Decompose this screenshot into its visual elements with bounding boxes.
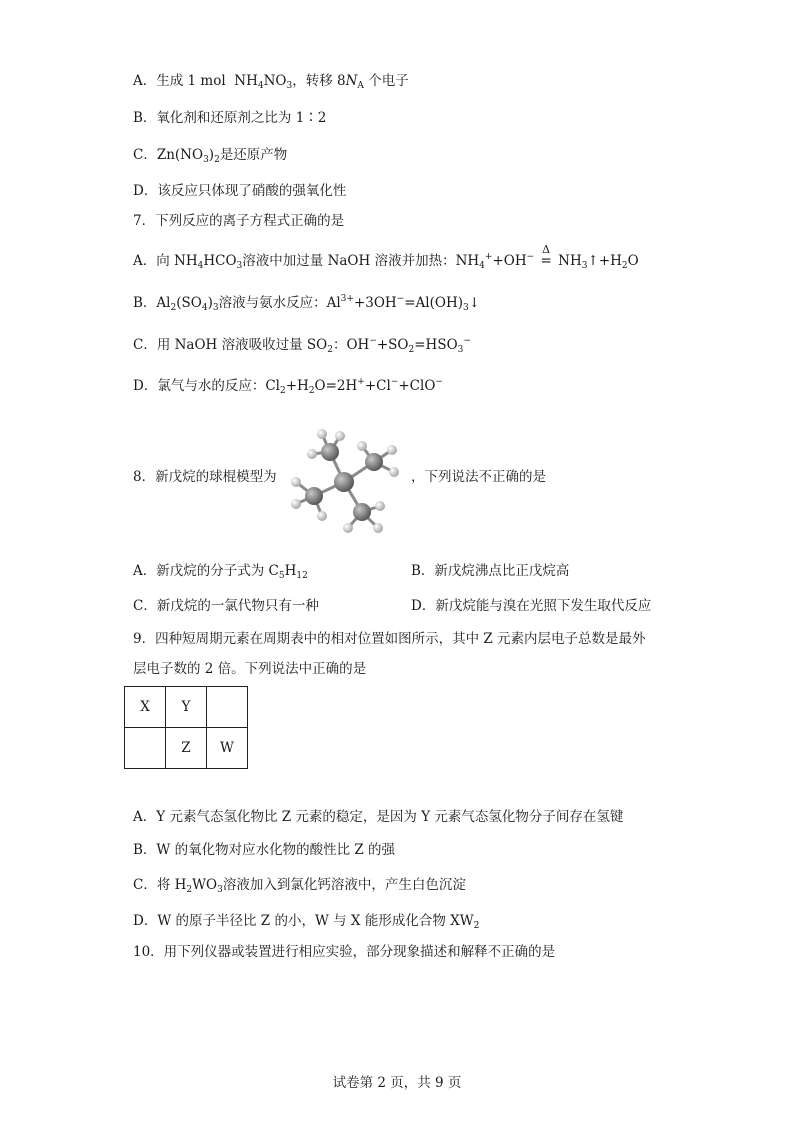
- q6-option-a: A．生成 1 mol $NH_4NO_3$，转移 $8N_A$ 个电子: [133, 73, 409, 91]
- page-footer: 试卷第 2 页，共 9 页: [332, 1075, 462, 1091]
- q9-stem-line1: 9．四种短周期元素在周期表中的相对位置如图所示，其中 Z 元素内层电子总数是最外: [133, 631, 646, 647]
- q6-option-d: D．该反应只体现了硝酸的强氧化性: [133, 183, 347, 199]
- table-row: [125, 687, 248, 728]
- table-cell: X: [125, 687, 166, 728]
- q7-option-b: B．$Al_2(SO_4)_3$溶液与氨水反应：$Al^{3+}+3OH^-=Al(OH)_3↓$: [133, 294, 481, 313]
- q8-stem-post: ，下列说法不正确的是: [411, 469, 546, 485]
- q8-option-a: A．新戊烷的分子式为 $C_5H_{12}$: [133, 563, 308, 581]
- q7-option-d: D．氯气与水的反应：$Cl_2+H_2O=2H^++Cl^-+ClO^-$: [133, 377, 443, 396]
- q9-stem-line2: 层电子数的 2 倍。下列说法中正确的是: [133, 661, 367, 677]
- q9-option-d: D．W 的原子半径比 Z 的小，W 与 X 能形成化合物 $XW_2$: [133, 913, 480, 931]
- q10-stem: 10．用下列仪器或装置进行相应实验，部分现象描述和解释不正确的是: [133, 944, 556, 960]
- table-cell: [125, 728, 166, 769]
- q7-stem: 7．下列反应的离子方程式正确的是: [133, 213, 345, 229]
- q8-option-c: C．新戊烷的一氯代物只有一种: [133, 598, 319, 614]
- q9-option-a: A．Y 元素气态氢化物比 Z 元素的稳定，是因为 Y 元素气态氢化物分子间存在氢键: [133, 809, 624, 825]
- heat-condition: Δ =: [540, 243, 552, 269]
- q8-stem-pre: 8．新戊烷的球棍模型为: [133, 469, 277, 485]
- q8-option-b: B．新戊烷沸点比正戊烷高: [411, 563, 570, 579]
- table-cell: [207, 687, 248, 728]
- table-cell: Y: [166, 687, 207, 728]
- table-row: [125, 728, 248, 769]
- table-cell: W: [207, 728, 248, 769]
- q8-option-d: D．新戊烷能与溴在光照下发生取代反应: [411, 598, 652, 614]
- q6-option-c: C．$Zn(NO_3)_2$是还原产物: [133, 147, 288, 165]
- q7-option-a: A．向 $NH_4HCO_3$溶液中加过量 NaOH 溶液并加热：$NH_4^++OH^-$ Δ = $NH_3↑+H_2O$: [133, 243, 639, 271]
- neopentane-ball-stick-model-icon: [282, 424, 412, 548]
- table-cell: Z: [166, 728, 207, 769]
- q6-option-b: B．氧化剂和还原剂之比为 1∶2: [133, 110, 327, 126]
- q7-option-c: C．用 NaOH 溶液吸收过量 $SO_2$：$OH^-+SO_2=HSO_3^-$: [133, 336, 471, 355]
- q9-option-c: C．将 $H_2WO_3$溶液加入到氯化钙溶液中，产生白色沉淀: [133, 877, 466, 895]
- q9-option-b: B．W 的氧化物对应水化物的酸性比 Z 的强: [133, 842, 396, 858]
- periodic-table-fragment: [124, 686, 248, 769]
